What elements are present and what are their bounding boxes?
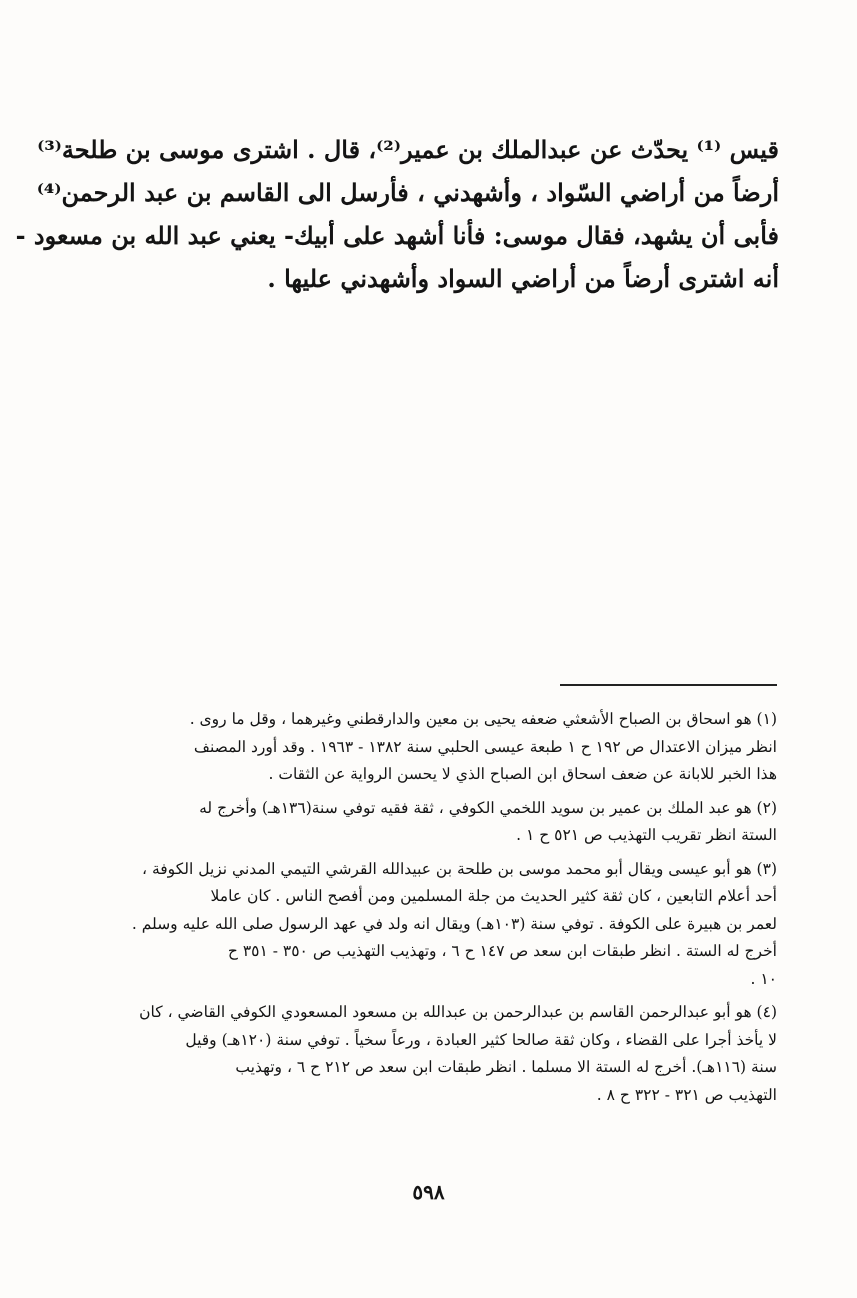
footnote-2 — [108, 795, 777, 850]
footnote-line: (٣) هو أبو عيسى ويقال أبو محمد موسى بن طلحة بن عبيدالله القرشي التيمي المدني نزيل الكوفة ، — [142, 859, 777, 878]
footnote-line: أخرج له الستة . انظر طبقات ابن سعد ص ١٤٧ ح ٦ ، وتهذيب التهذيب ص ٣٥٠ - ٣٥١ ح — [227, 942, 777, 960]
main-text — [15, 128, 779, 300]
footnote-line: لعمر بن هبيرة على الكوفة . توفي سنة (١٠٣هـ) ويقال انه ولد في عهد الرسول صلى الله عليه وسلم . — [131, 914, 777, 933]
main-text-line: قيس ⁽¹⁾ يحدّث عن عبدالملك بن عمير⁽²⁾، قال . اشترى موسى بن طلحة⁽³⁾ — [37, 135, 779, 164]
footnote-4 — [108, 999, 777, 1109]
footnote-divider — [560, 684, 777, 686]
footnote-line: التهذيب ص ٣٢١ - ٣٢٢ ح ٨ . — [596, 1085, 777, 1104]
main-text-line: فأبى أن يشهد، فقال موسى: فأنا أشهد على أبيك- يعني عبد الله بن مسعود - — [15, 221, 779, 250]
footnote-1 — [108, 706, 777, 789]
footnote-line: انظر ميزان الاعتدال ص ١٩٢ ح ١ طبعة عيسى الحلبي سنة ١٣٨٢ - ١٩٦٣ . وقد أورد المصنف — [193, 737, 777, 756]
footnote-line: (٢) هو عبد الملك بن عمير بن سويد اللخمي الكوفي ، ثقة فقيه توفي سنة(١٣٦هـ) وأخرج له — [199, 798, 777, 817]
footnote-line: (٤) هو أبو عبدالرحمن القاسم بن عبدالرحمن بن عبدالله بن مسعود المسعودي الكوفي القاضي ، كان — [139, 1003, 777, 1021]
footnotes — [108, 706, 777, 1115]
footnote-line: (١) هو اسحاق بن الصباح الأشعثي ضعفه يحيى بن معين والدارقطني وغيرهما ، وقل ما روى . — [189, 710, 777, 728]
footnote-line: ١٠ . — [750, 969, 777, 988]
footnote-line: هذا الخبر للابانة عن ضعف اسحاق ابن الصباح الذي لا يحسن الرواية عن الثقات . — [268, 765, 777, 783]
footnote-line: لا يأخذ أجرا على القضاء ، وكان ثقة صالحا كثير العبادة ، ورعاً سخياً . توفي سنة (١٢٠هـ) وقيل — [185, 1030, 777, 1049]
footnote-line: الستة انظر تقريب التهذيب ص ٥٢١ ح ١ . — [516, 826, 777, 844]
footnote-3 — [108, 856, 777, 994]
footnote-line: سنة (١١٦هـ). أخرج له الستة الا مسلما . انظر طبقات ابن سعد ص ٢١٢ ح ٦ ، وتهذيب — [235, 1058, 777, 1076]
main-text-line: أنه اشترى أرضاً من أراضي السواد وأشهدني عليها . — [267, 264, 779, 293]
page-number: ٥٩٨ — [412, 1180, 445, 1204]
main-text-line: أرضاً من أراضي السّواد ، وأشهدني ، فأرسل الى القاسم بن عبد الرحمن⁽⁴⁾ — [36, 178, 779, 207]
footnote-line: أحد أعلام التابعين ، كان ثقة كثير الحديث من جلة المسلمين ومن أفصح الناس . كان عاملا — [210, 887, 777, 905]
